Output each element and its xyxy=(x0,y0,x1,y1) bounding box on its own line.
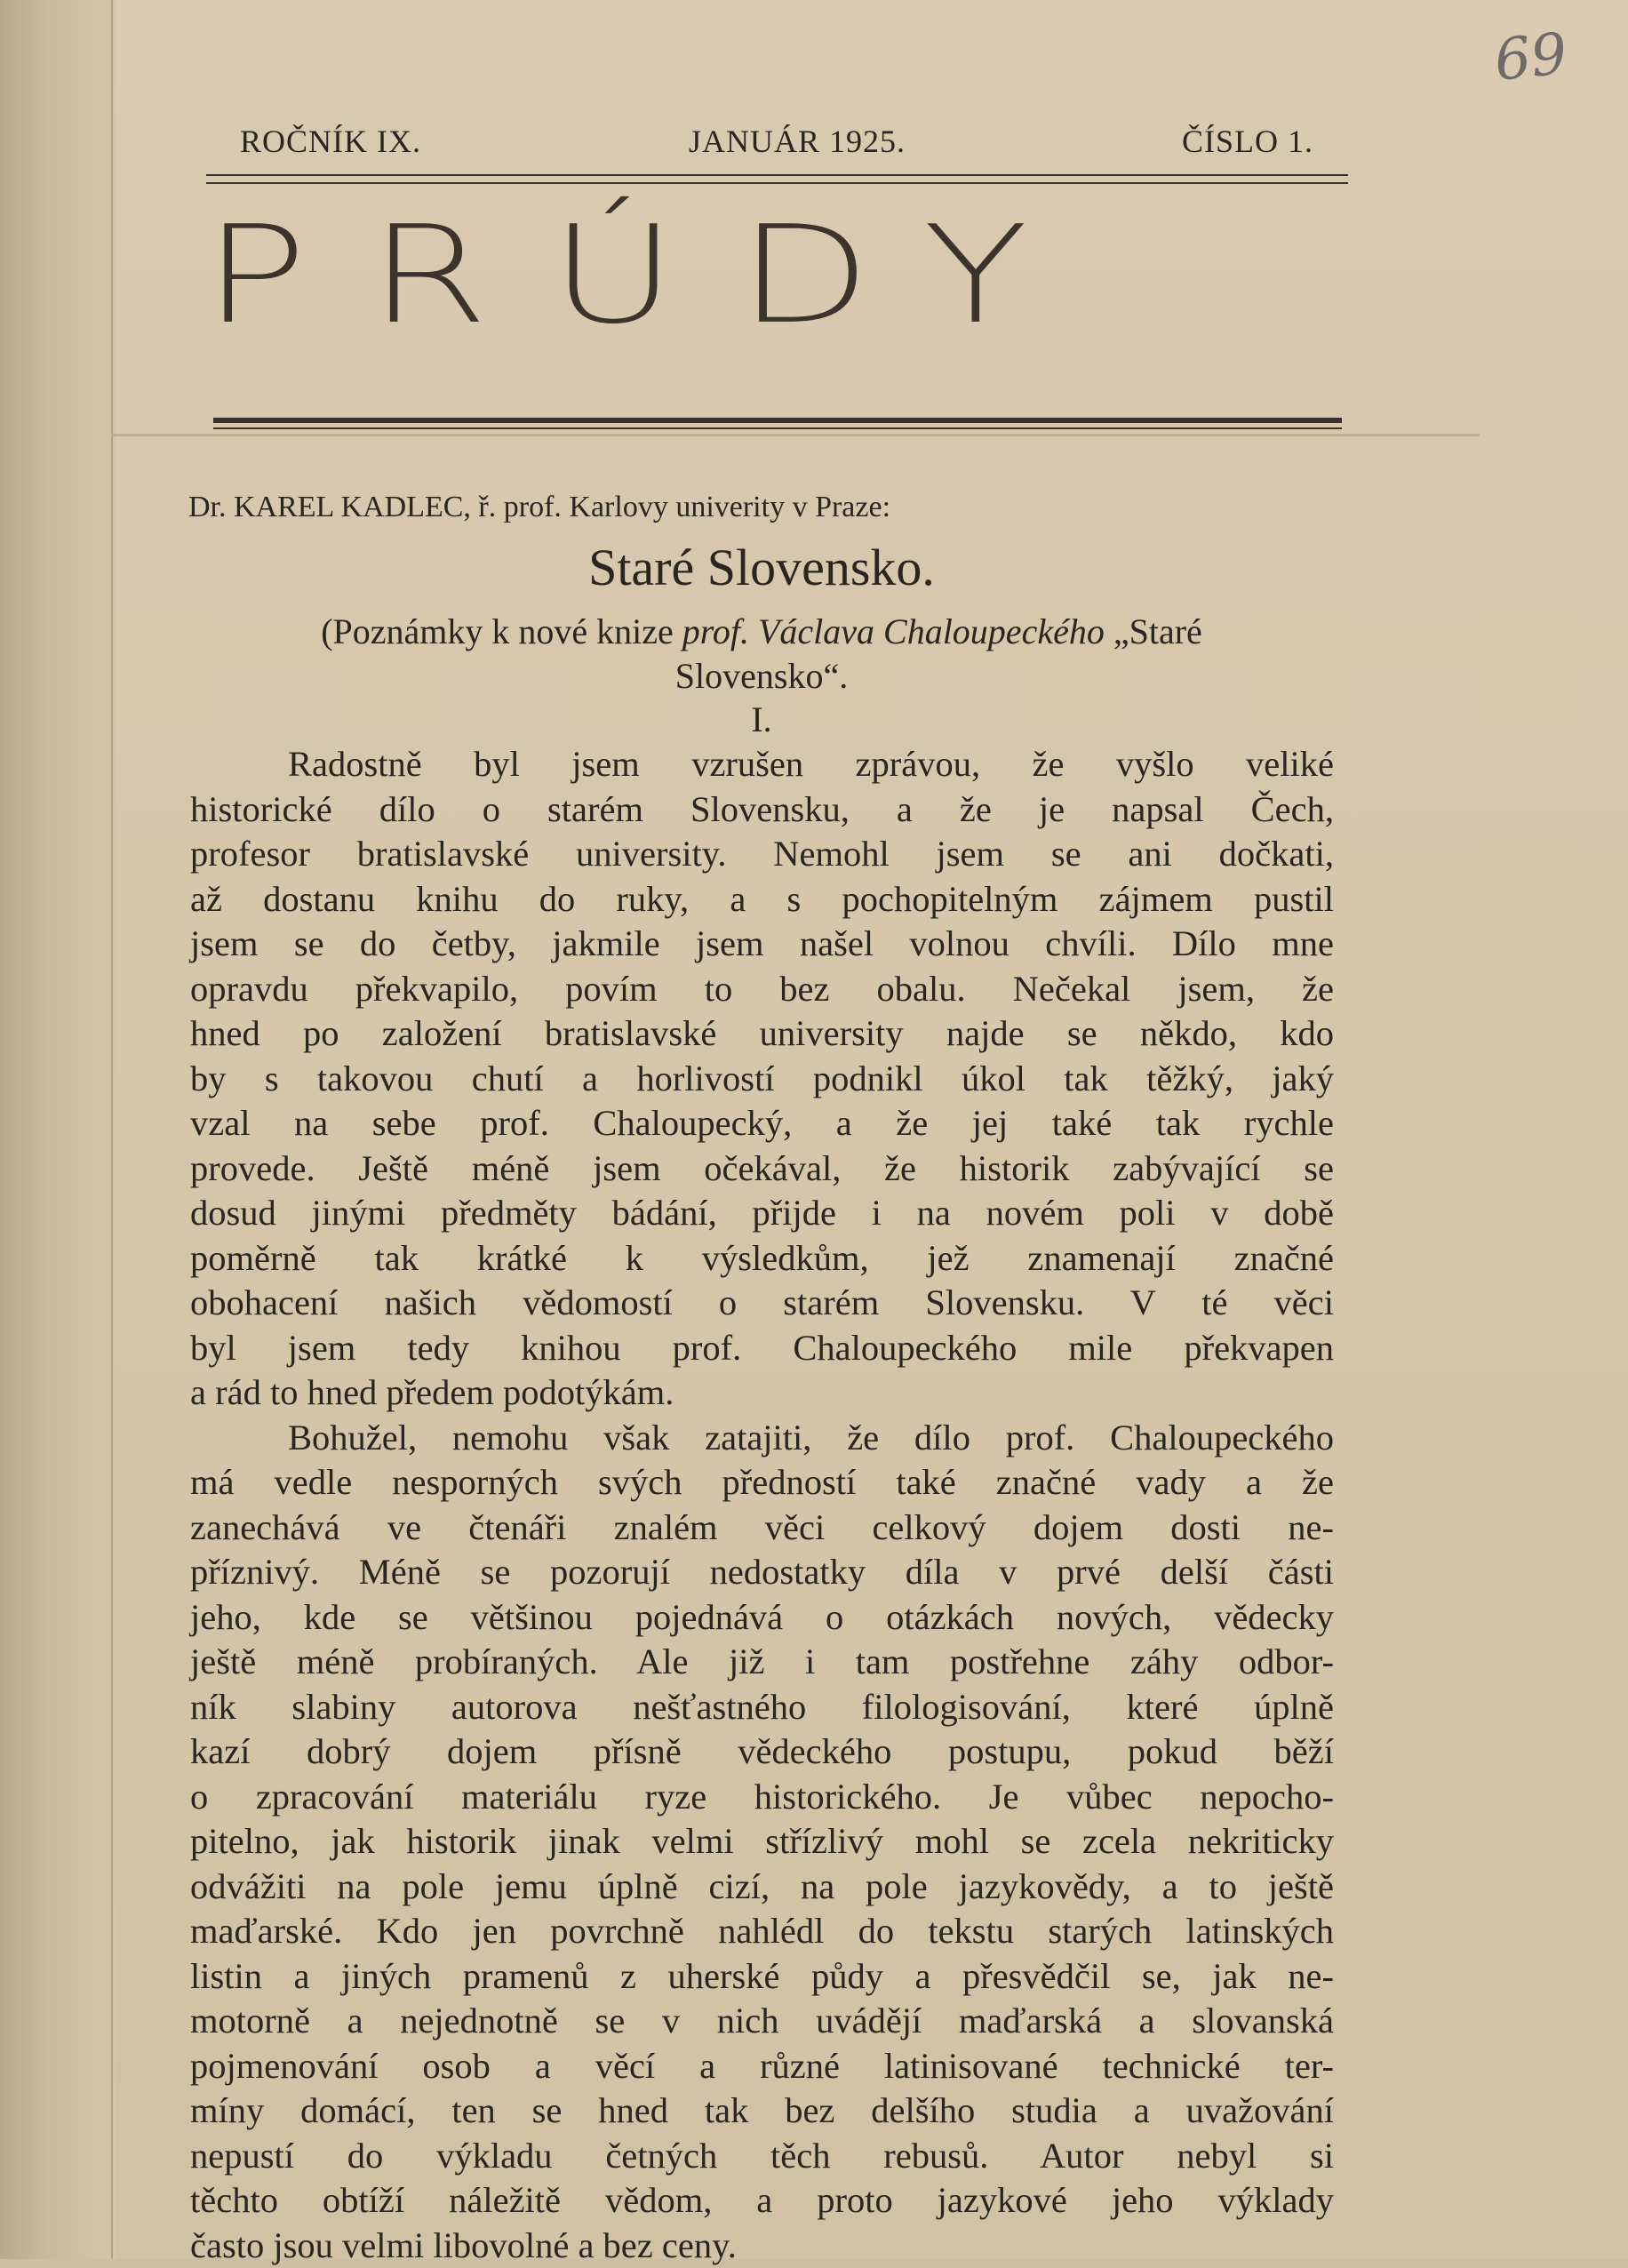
article-paragraph xyxy=(190,1416,1334,2268)
article-subtitle xyxy=(188,610,1335,699)
paper-left-edge xyxy=(0,0,116,2259)
masthead-issue: ČÍSLO 1. xyxy=(1182,123,1313,160)
section-number: I. xyxy=(188,699,1335,740)
paragraph-line: historické dílo o starém Slovensku, a že je napsal Čech, xyxy=(190,787,1334,833)
masthead-volume: ROČNÍK IX. xyxy=(240,123,421,160)
paragraph-line: až dostanu knihu do ruky, a s pochopitelným zájmem pustil xyxy=(190,877,1334,922)
paragraph-line: odvážiti na pole jemu úplně cizí, na pole jazykovědy, a to ještě xyxy=(190,1865,1334,1910)
paragraph-line: Radostně byl jsem vzrušen zprávou, že vyšlo veliké xyxy=(190,742,1334,787)
article-title: Staré Slovensko. xyxy=(188,539,1335,597)
paragraph-line: o zpracování materiálu ryze historického. Je vůbec nepocho- xyxy=(190,1775,1334,1820)
masthead-title: PRÚDY xyxy=(203,206,1358,345)
subtitle-prefix: (Poznámky k nové knize xyxy=(321,611,682,651)
paragraph-line: často jsou velmi libovolné a bez ceny. xyxy=(190,2224,1334,2268)
subtitle-italic: prof. Václava Chaloupeckého xyxy=(682,611,1105,651)
paragraph-line: kazí dobrý dojem přísně vědeckého postupu, pokud běží xyxy=(190,1729,1334,1775)
masthead-bottom-rule-thin xyxy=(213,427,1342,429)
paragraph-line: motorně a nejednotně se v nich uvádějí maďarská a slovanská xyxy=(190,1999,1334,2044)
paragraph-line: ník slabiny autorova nešťastného filologisování, které úplně xyxy=(190,1685,1334,1730)
paragraph-line: má vedle nesporných svých předností také značné vady a že xyxy=(190,1460,1334,1505)
paragraph-line: provede. Ještě méně jsem očekával, že historik zabývající se xyxy=(190,1146,1334,1192)
paragraph-line: nepustí do výkladu četných těch rebusů. Autor nebyl si xyxy=(190,2134,1334,2179)
subtitle-line2: Slovensko“. xyxy=(675,656,848,696)
masthead-bottom-rule xyxy=(213,418,1342,423)
masthead-date: JANUÁR 1925. xyxy=(689,123,906,160)
paragraph-line: jeho, kde se většinou pojednává o otázkách nových, vědecky xyxy=(190,1595,1334,1641)
paragraph-line: ještě méně probíraných. Ale již i tam postřehne záhy odbor- xyxy=(190,1640,1334,1685)
paragraph-line: Bohužel, nemohu však zatajiti, že dílo prof. Chaloupeckého xyxy=(190,1416,1334,1461)
masthead-top-rule-thin xyxy=(206,182,1348,184)
paragraph-line: těchto obtíží náležitě vědom, a proto jazykové jeho výklady xyxy=(190,2178,1334,2224)
paragraph-line: poměrně tak krátké k výsledkům, jež znamenají značné xyxy=(190,1236,1334,1282)
paragraph-line: obohacení našich vědomostí o starém Slovensku. V té věci xyxy=(190,1281,1334,1326)
paragraph-line: a rád to hned předem podotýkám. xyxy=(190,1370,1334,1416)
paragraph-line: míny domácí, ten se hned tak bez delšího studia a uvažování xyxy=(190,2088,1334,2134)
article-byline: Dr. KAREL KADLEC, ř. prof. Karlovy univerity v Praze: xyxy=(188,491,890,524)
subtitle-suffix: „Staré xyxy=(1105,611,1202,651)
paper-fold-line xyxy=(111,0,113,2259)
paragraph-line: hned po založení bratislavské university najde se někdo, kdo xyxy=(190,1011,1334,1057)
paragraph-line: pitelno, jak historik jinak velmi střízlivý mohl se zcela nekriticky xyxy=(190,1819,1334,1865)
paragraph-line: byl jsem tedy knihou prof. Chaloupeckého mile překvapen xyxy=(190,1326,1334,1371)
paragraph-line: jsem se do četby, jakmile jsem našel volnou chvíli. Dílo mne xyxy=(190,922,1334,967)
paragraph-line: listin a jiných pramenů z uherské půdy a přesvědčil se, jak ne- xyxy=(190,1954,1334,2000)
paragraph-line: vzal na sebe prof. Chaloupecký, a že jej také tak rychle xyxy=(190,1101,1334,1146)
paragraph-line: maďarské. Kdo jen povrchně nahlédl do tekstu starých latinských xyxy=(190,1909,1334,1954)
paragraph-line: dosud jinými předměty bádání, přijde i na novém poli v době xyxy=(190,1191,1334,1236)
paragraph-line: opravdu překvapilo, povím to bez obalu. Nečekal jsem, že xyxy=(190,967,1334,1012)
handwritten-page-number: 69 xyxy=(1491,21,1570,94)
paragraph-line: by s takovou chutí a horlivostí podnikl úkol tak těžký, jaký xyxy=(190,1057,1334,1102)
paragraph-line: pojmenování osob a věcí a různé latinisované technické ter- xyxy=(190,2044,1334,2089)
masthead-meta xyxy=(204,123,1333,167)
article-paragraph xyxy=(190,742,1334,1416)
paragraph-line: profesor bratislavské university. Nemohl jsem se ani dočkati, xyxy=(190,832,1334,877)
paragraph-line: zanechává ve čtenáři znalém věci celkový dojem dosti ne- xyxy=(190,1505,1334,1551)
article-body xyxy=(190,742,1334,2268)
masthead-top-rule xyxy=(206,174,1348,176)
paragraph-line: příznivý. Méně se pozorují nedostatky díla v prvé delší části xyxy=(190,1550,1334,1595)
header-fold-crease xyxy=(111,434,1480,436)
